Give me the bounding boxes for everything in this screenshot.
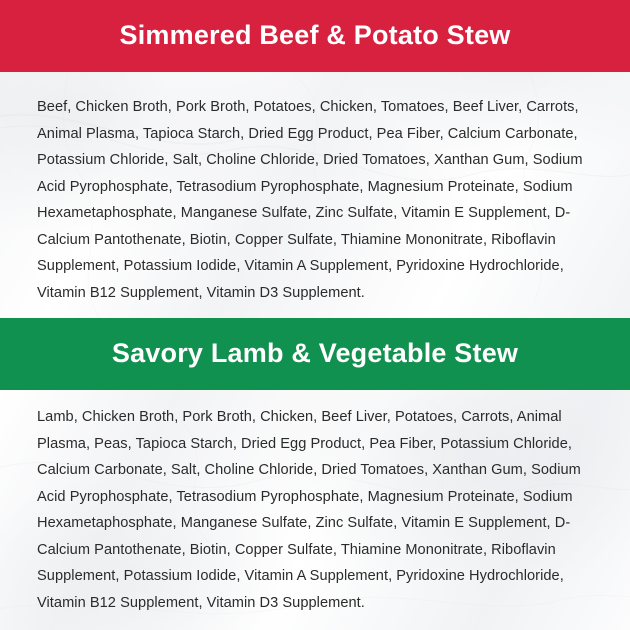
product-banner-lamb xyxy=(0,318,630,390)
ingredients-text-lamb: Lamb, Chicken Broth, Pork Broth, Chicken, Beef Liver, Potatoes, Carrots, Animal Plasma, Peas, Tapioca Starch, Dried Egg Product, Pea Fiber, Potassium Chloride, Calcium Carbonate, Salt, Choline Chloride, Dried Tomatoes, Xanthan Gum, Sodium Acid Pyrophosphate, Tetrasodium Pyrophosphate, Magnesium Proteinate, Sodium Hexametaphosphate, Manganese Sulfate, Zinc Sulfate, Vitamin E Supplement, D-Calcium Pantothenate, Biotin, Copper Sulfate, Thiamine Mononitrate, Riboflavin Supplement, Potassium Iodide, Vitamin A Supplement, Pyridoxine Hydrochloride, Vitamin B12 Supplement, Vitamin D3 Supplement. xyxy=(37,409,581,611)
product-title-lamb: Savory Lamb & Vegetable Stew xyxy=(111,338,519,369)
product-title-beef: Simmered Beef & Potato Stew xyxy=(119,20,511,51)
product-banner-beef xyxy=(0,0,630,72)
ingredients-text-beef: Beef, Chicken Broth, Pork Broth, Potatoes, Chicken, Tomatoes, Beef Liver, Carrots, Animal Plasma, Tapioca Starch, Dried Egg Product, Pea Fiber, Calcium Carbonate, Potassium Chloride, Salt, Choline Chloride, Dried Tomatoes, Xanthan Gum, Sodium Acid Pyrophosphate, Tetrasodium Pyrophosphate, Magnesium Proteinate, Sodium Hexametaphosphate, Manganese Sulfate, Zinc Sulfate, Vitamin E Supplement, D-Calcium Pantothenate, Biotin, Copper Sulfate, Thiamine Mononitrate, Riboflavin Supplement, Potassium Iodide, Vitamin A Supplement, Pyridoxine Hydrochloride, Vitamin B12 Supplement, Vitamin D3 Supplement. xyxy=(37,99,583,301)
